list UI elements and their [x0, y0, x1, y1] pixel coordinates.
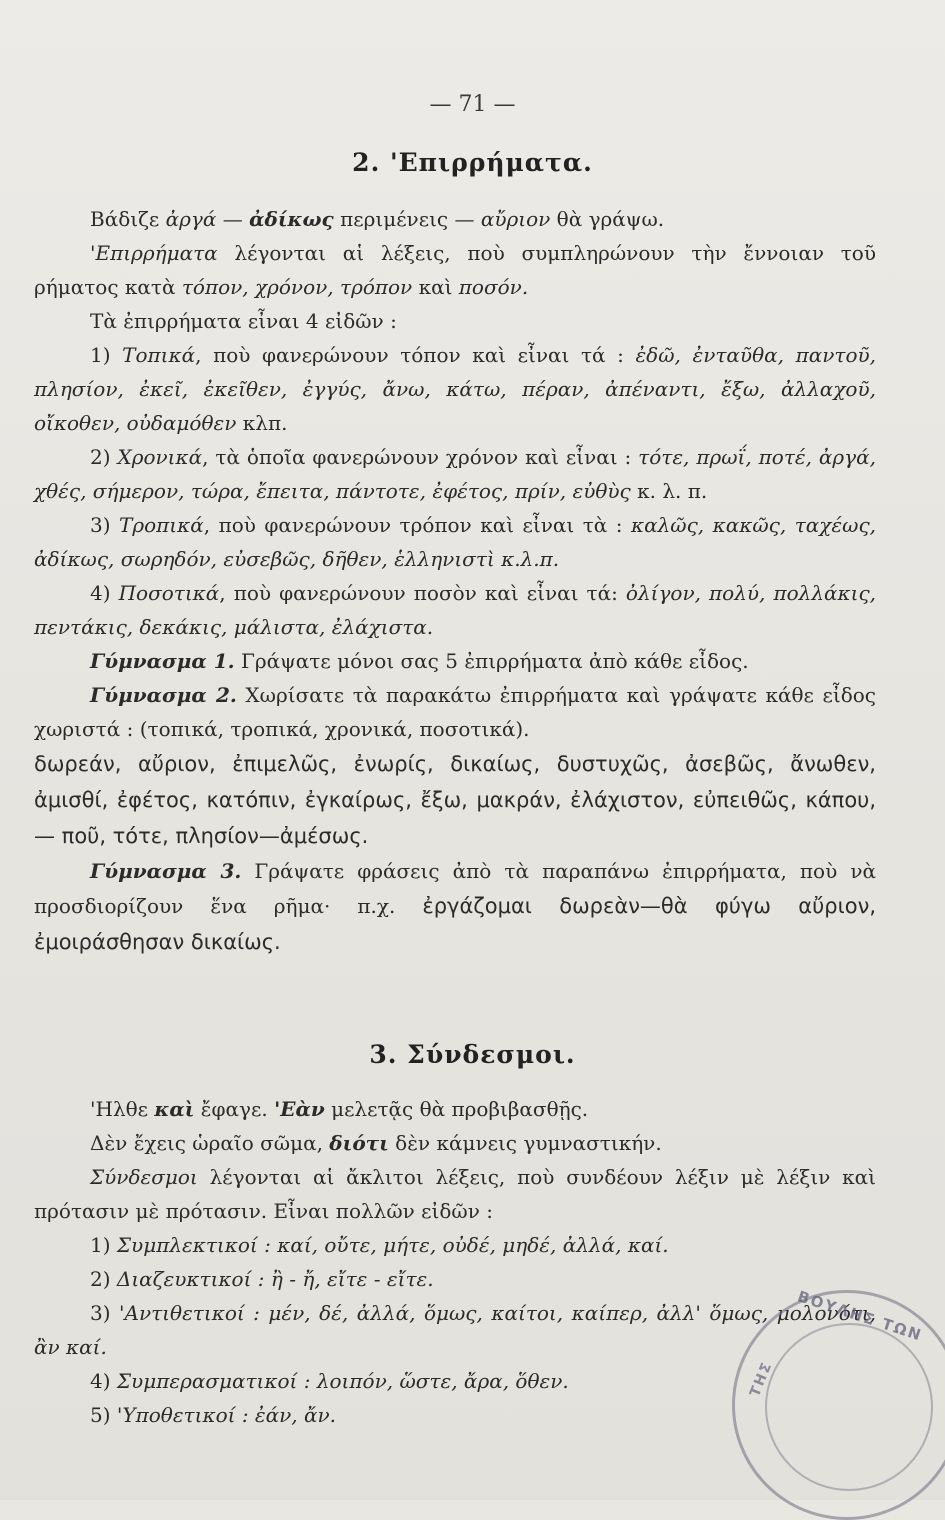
text-run: ἀργά: [165, 207, 217, 231]
adverbs-section: [34, 202, 876, 960]
text-run: 2): [90, 1267, 117, 1291]
conj-kind-1: [34, 1228, 876, 1262]
text-run: 3): [90, 513, 120, 537]
text-run: —: [216, 207, 250, 231]
text-run: ποσόν.: [458, 275, 529, 299]
conj-example-2: [34, 1126, 876, 1160]
text-run: 3): [90, 1301, 120, 1325]
conj-example-1: [34, 1092, 876, 1126]
text-run: αὔριον: [480, 207, 551, 231]
text-run: ἔφαγε.: [194, 1097, 275, 1121]
stamp-text-side: ΤΗΣ: [747, 1358, 776, 1400]
library-stamp: [732, 1287, 945, 1520]
text-run: θὰ γράψω.: [550, 207, 665, 231]
exercise-2-word-list: δωρεάν, αὔριον, ἐπιμελῶς, ἐνωρίς, δικαίως, δυστυχῶς, ἀσεβῶς, ἄνωθεν, ἀμισθί, ἐφέτος, κατόπιν, ἐγκαίρως, ἔξω, μακράν, ἐλάχιστον, εὐπειθῶς, κάπου, — ποῦ, τότε, πλησίον—ἀμέσως.: [34, 752, 876, 848]
text-run: Γράψατε μόνοι σας 5 ἐπιρρήματα ἀπὸ κάθε εἶδος.: [234, 649, 749, 673]
text-run: Συμπλεκτικοί : καί, οὔτε, μήτε, οὐδέ, μηδέ, ἀλλά, καί.: [116, 1233, 669, 1257]
text-run: 'Ηλθε: [90, 1097, 155, 1121]
kind-modal: [34, 508, 876, 576]
text-run: ὀλίγον, πολύ, πολλάκις, πεντάκις, δεκάκις, μάλιστα, ἐλάχιστα.: [34, 581, 877, 639]
conj-kind-2: [34, 1262, 876, 1296]
text-run: 'Επιρρήματα: [90, 241, 218, 265]
definition-paragraph: [34, 236, 876, 304]
exercise-1: [34, 644, 876, 678]
text-run: 1): [90, 1233, 117, 1257]
kind-quantitative: [34, 576, 876, 644]
exercise-3: [34, 854, 876, 960]
text-run: καλῶς, κακῶς, ταχέως, ἀδίκως, σωρηδόν, εὐσεβῶς, δῆθεν, ἑλληνιστὶ κ.λ.π.: [34, 513, 876, 571]
section-heading-adverbs: 2. 'Επιρρήματα.: [352, 148, 593, 177]
text-run: 'Υποθετικοί : ἐάν, ἄν.: [116, 1403, 337, 1427]
section-heading-conjunctions: 3. Σύνδεσμοι.: [369, 1040, 576, 1069]
text-run: , ποὺ φανερώνουν ποσὸν καὶ εἶναι τά:: [219, 581, 626, 605]
text-run: 5): [90, 1403, 117, 1427]
page-number: — 71 —: [429, 92, 516, 117]
text-run: Χρονικά: [117, 445, 203, 469]
text-run: τόπον, χρόνον, τρόπον: [181, 275, 413, 299]
stamp-inner-ring: [765, 1323, 933, 1491]
text-run: , ποὺ φανερώνουν τρόπον καὶ εἶναι τὰ :: [203, 513, 631, 537]
exercise-2: [34, 678, 876, 746]
text-run: καὶ: [154, 1097, 195, 1121]
text-run: Γύμνασμα 2.: [90, 683, 237, 707]
text-run: Γύμνασμα 3.: [90, 859, 242, 883]
text-run: Δὲν ἔχεις ὡραῖο σῶμα,: [90, 1131, 330, 1155]
text-run: , ποὺ φανερώνουν τόπον καὶ εἶναι τά :: [195, 343, 636, 367]
text-run: Διαζευκτικοί : ἢ - ἤ, εἴτε - εἴτε.: [116, 1267, 434, 1291]
text-run: τότε, πρωΐ, ποτέ, ἀργά, χθές, σήμερον, τώρα, ἔπειτα, πάντοτε, ἐφέτος, πρίν, εὐθὺς: [34, 445, 876, 503]
text-run: , τὰ ὁποῖα φανερώνουν χρόνον καὶ εἶναι :: [202, 445, 639, 469]
text-run: μελετᾷς θὰ προβιβασθῇς.: [324, 1097, 589, 1121]
text-run: ἐδῶ, ἐνταῦθα, παντοῦ, πλησίον, ἐκεῖ, ἐκεῖθεν, ἐγγύς, ἄνω, κάτω, πέραν, ἀπέναντι, ἔξω, ἀλλαχοῦ, οἴκοθεν, οὐδαμόθεν: [34, 343, 876, 435]
kind-temporal: [34, 440, 876, 508]
text-run: περιμένεις —: [333, 207, 481, 231]
text-run: 4): [90, 581, 119, 605]
kinds-intro: Τὰ ἐπιρρήματα εἶναι 4 εἰδῶν :: [90, 309, 397, 333]
text-run: Σύνδεσμοι: [90, 1165, 198, 1189]
text-run: Βάδιζε: [90, 207, 166, 231]
conj-definition: [34, 1160, 876, 1228]
text-run: λέγονται αἱ ἄκλιτοι λέξεις, ποὺ συνδέουν λέξιν μὲ λέξιν καὶ πρότασιν μὲ πρότασιν. Εἶναι πολλῶν εἰδῶν :: [34, 1165, 876, 1223]
example-sentence: [34, 202, 876, 236]
text-run: καὶ: [412, 275, 459, 299]
text-run: διότι: [329, 1131, 389, 1155]
text-run: κ. λ. π.: [630, 479, 708, 503]
text-run: ἀδίκως: [249, 207, 334, 231]
text-run: Γράψατε φράσεις ἀπὸ τὰ παραπάνω ἐπιρρήματα, ποὺ νὰ προσδιορίζουν ἕνα ρῆμα· π.χ.: [34, 859, 876, 918]
text-run: Τροπικά: [119, 513, 204, 537]
text-run: 1): [90, 343, 123, 367]
text-run: ἐργάζομαι δωρεὰν—θὰ φύγω αὔριον, ἐμοιράσθησαν δικαίως.: [34, 894, 876, 954]
text-run: Ποσοτικά: [118, 581, 220, 605]
text-run: 'Αντιθετικοί : μέν, δέ, ἀλλά, ὅμως, καίτοι, καίπερ, ἀλλ' ὅμως, μολονότι, ἂν καί.: [34, 1301, 876, 1359]
text-run: Γύμνασμα 1.: [90, 649, 235, 673]
text-run: κλπ.: [236, 411, 288, 435]
text-run: Τοπικά: [122, 343, 196, 367]
text-run: 'Εὰν: [274, 1097, 325, 1121]
text-run: Συμπερασματικοί : λοιπόν, ὥστε, ἄρα, ὅθεν.: [116, 1369, 569, 1393]
text-run: 4): [90, 1369, 117, 1393]
stamp-text-top: ΒΟΥΛΗΣ ΤΩΝ: [795, 1287, 925, 1345]
text-run: δὲν κάμνεις γυμναστικήν.: [388, 1131, 662, 1155]
text-run: 2): [90, 445, 118, 469]
text-run: λέγονται αἱ λέξεις, ποὺ συμπληρώνουν τὴν ἔννοιαν τοῦ ρήματος κατὰ: [34, 241, 876, 299]
text-run: Χωρίσατε τὰ παρακάτω ἐπιρρήματα καὶ γράψατε κάθε εἶδος χωριστά : (τοπικά, τροπικά, χρονικά, ποσοτικά).: [34, 683, 876, 741]
kind-local: [34, 338, 876, 440]
